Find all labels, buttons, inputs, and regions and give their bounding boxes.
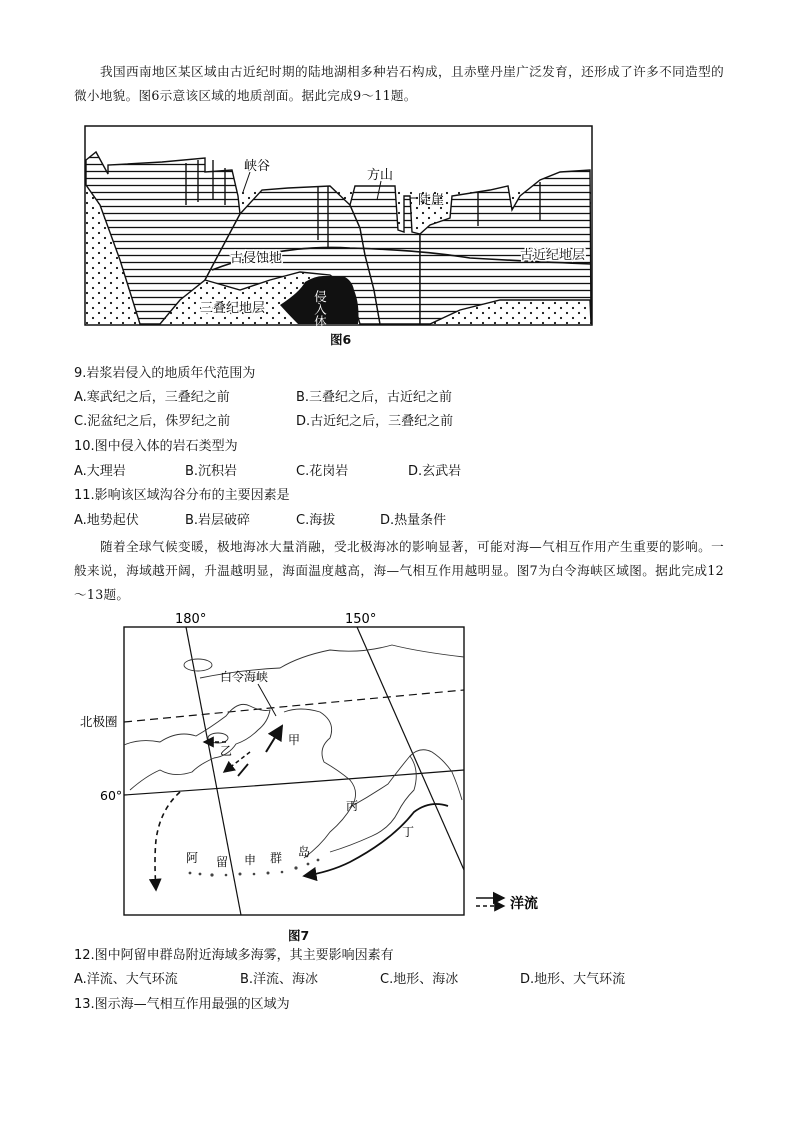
q9-option-b: B.三叠纪之后，古近纪之前: [296, 390, 453, 405]
q10-option-d: D.玄武岩: [408, 464, 462, 479]
q12-option-b: B.洋流、海冰: [240, 972, 319, 987]
figure-7-caption: 图7: [288, 928, 310, 943]
label-erosion: 古侵蚀地: [230, 251, 283, 266]
q9-option-a: A.寒武纪之后，三叠纪之前: [74, 390, 230, 405]
label-mesa: 方山: [367, 168, 394, 183]
question-9: 9.岩浆岩侵入的地质年代范围为: [74, 366, 256, 381]
figure-6-caption: 图6: [330, 332, 352, 347]
intro-paragraph-1: 我国西南地区某区域由古近纪时期的陆地湖相多种岩石构成，且赤壁丹崖广泛发育，还形成了许多不同造型的微小地貌。图6示意该区域的地质剖面。据此完成9～11题。: [74, 64, 724, 103]
question-11: 11.影响该区域沟谷分布的主要因素是: [74, 488, 290, 503]
question-10: 10.图中侵入体的岩石类型为: [74, 439, 238, 454]
label-triassic: 三叠纪地层: [200, 301, 266, 316]
label-aleutian-1: 阿: [186, 851, 199, 865]
figure-7-bering-strait-map: [0, 608, 794, 928]
q11-option-c: C.海拔: [296, 513, 336, 528]
q9-option-d: D.古近纪之后，三叠纪之前: [296, 414, 454, 429]
q9-option-c: C.泥盆纪之后，侏罗纪之前: [74, 414, 231, 429]
q12-option-c: C.地形、海冰: [380, 972, 459, 987]
label-yi: 乙: [220, 744, 233, 758]
label-canyon: 峡谷: [244, 159, 271, 174]
label-bing: 丙: [346, 799, 359, 813]
label-aleutian-3: 申: [244, 853, 257, 867]
label-ding: 丁: [402, 825, 415, 839]
q10-option-c: C.花岗岩: [296, 464, 349, 479]
label-cliff: 陡崖: [418, 193, 445, 208]
legend-ocean-current: [476, 895, 538, 912]
q12-option-d: D.地形、大气环流: [520, 972, 626, 987]
label-strait: 白令海峡: [220, 670, 269, 684]
label-lon-180: 180°: [175, 612, 207, 627]
label-arctic-circle: 北极圈: [80, 714, 118, 729]
question-12: 12.图中阿留申群岛附近海域多海雾，其主要影响因素有: [74, 948, 394, 963]
q11-option-a: A.地势起伏: [74, 513, 139, 528]
label-aleutian-5: 岛: [298, 845, 311, 859]
q11-option-d: D.热量条件: [380, 513, 447, 528]
label-jia: 甲: [288, 733, 301, 747]
question-13: 13.图示海—气相互作用最强的区域为: [74, 997, 290, 1012]
legend-label: 洋流: [510, 896, 538, 912]
label-lat-60: 60°: [100, 788, 123, 803]
label-aleutian-4: 群: [270, 851, 283, 865]
label-intrusion: 侵入体: [312, 290, 328, 328]
q10-option-b: B.沉积岩: [185, 464, 238, 479]
q12-option-a: A.洋流、大气环流: [74, 972, 178, 987]
q11-option-b: B.岩层破碎: [185, 513, 251, 528]
intro-paragraph-2: 随着全球气候变暖，极地海冰大量消融，受北极海冰的影响显著，可能对海—气相互作用产生重要的影响。一般来说，海域越开阔，升温越明显，海面温度越高，海—气相互作用越明显。图7为白令海峡区域图。据此完成12～13题。: [74, 539, 724, 602]
label-aleutian-2: 留: [216, 855, 229, 869]
label-lon-150: 150°: [345, 612, 377, 627]
label-paleogene: 古近纪地层: [520, 248, 586, 263]
q10-option-a: A.大理岩: [74, 464, 126, 479]
figure-6-geologic-section: [0, 122, 794, 352]
